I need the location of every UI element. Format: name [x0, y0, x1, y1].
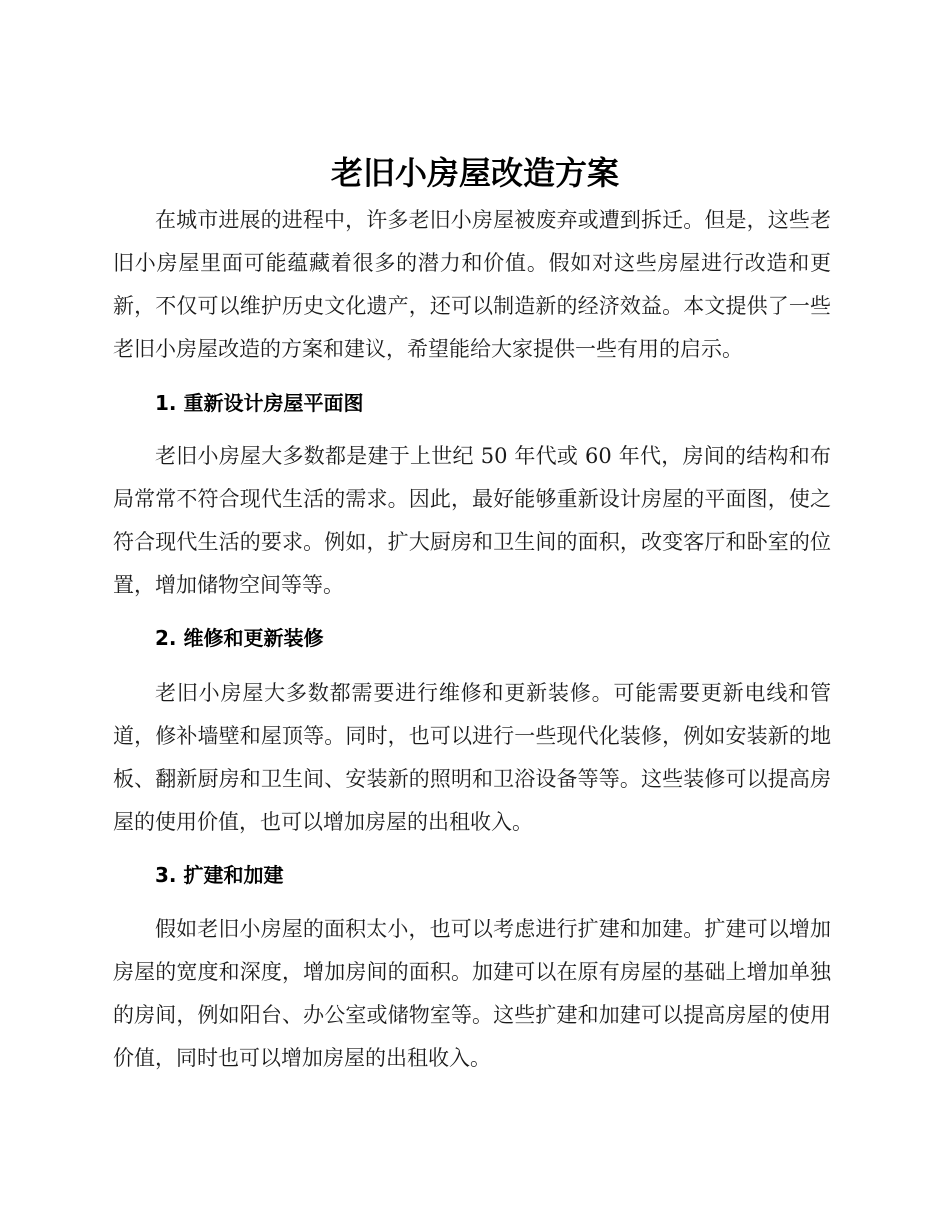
section-heading-3: 3. 扩建和加建 [155, 863, 284, 887]
document-title: 老旧小房屋改造方案 [330, 154, 619, 192]
intro-paragraph: 在城市进展的进程中，许多老旧小房屋被废弃或遭到拆迁。但是，这些老旧小房屋里面可能蕴藏着很多的潜力和价值。假如对这些房屋进行改造和更新，不仅可以维护历史文化遗产，还可以制造新的经济效益。本文提供了一些老旧小房屋改造的方案和建议，希望能给大家提供一些有用的启示。 [113, 208, 831, 361]
section-heading-1: 1. 重新设计房屋平面图 [155, 391, 364, 415]
section-paragraph-2: 老旧小房屋大多数都需要进行维修和更新装修。可能需要更新电线和管道，修补墙壁和屋顶等。同时，也可以进行一些现代化装修，例如安装新的地板、翻新厨房和卫生间、安装新的照明和卫浴设备等等。这些装修可以提高房屋的使用价值，也可以增加房屋的出租收入。 [113, 681, 831, 834]
section-heading-2: 2. 维修和更新装修 [155, 626, 324, 650]
section-paragraph-3: 假如老旧小房屋的面积太小，也可以考虑进行扩建和加建。扩建可以增加房屋的宽度和深度，增加房间的面积。加建可以在原有房屋的基础上增加单独的房间，例如阳台、办公室或储物室等。这些扩建和加建可以提高房屋的使用价值，同时也可以增加房屋的出租收入。 [113, 917, 831, 1070]
section-paragraph-1: 老旧小房屋大多数都是建于上世纪 50 年代或 60 年代，房间的结构和布局常常不符合现代生活的需求。因此，最好能够重新设计房屋的平面图，使之符合现代生活的要求。例如，扩大厨房和卫生间的面积，改变客厅和卧室的位置，增加储物空间等等。 [113, 444, 831, 597]
